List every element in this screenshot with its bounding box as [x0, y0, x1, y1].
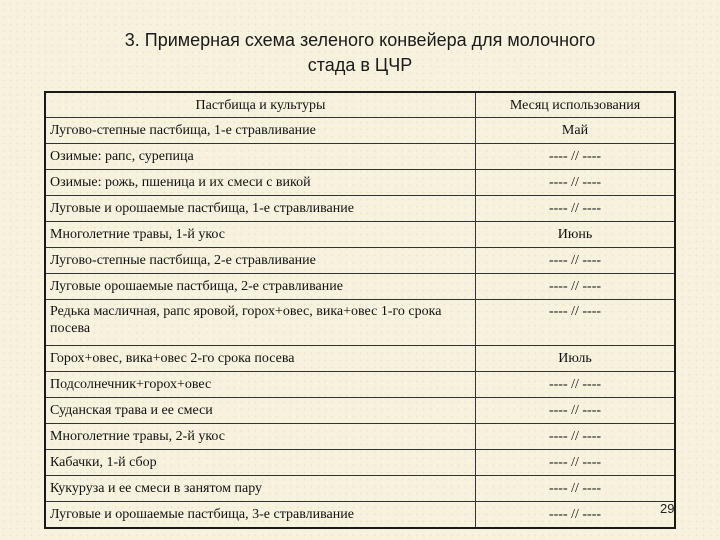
- month-cell: Июнь: [476, 222, 676, 248]
- crop-cell: Озимые: рожь, пшеница и их смеси с викой: [45, 170, 476, 196]
- table-row: [45, 300, 675, 346]
- crop-cell: Многолетние травы, 2-й укос: [45, 424, 476, 450]
- crop-cell: Кукуруза и ее смеси в занятом пару: [45, 476, 476, 502]
- month-cell: ---- // ----: [476, 450, 676, 476]
- table-body: [45, 118, 675, 529]
- crop-cell: Луговые орошаемые пастбища, 2-е стравливание: [45, 274, 476, 300]
- month-cell: ---- // ----: [476, 398, 676, 424]
- page-number: 29: [660, 501, 675, 516]
- table-row: [45, 144, 675, 170]
- table-row: [45, 222, 675, 248]
- table-row: [45, 196, 675, 222]
- slide-title: [0, 28, 720, 78]
- table-header-row: [45, 92, 675, 118]
- crop-cell: Лугово-степные пастбища, 2-е стравливание: [45, 248, 476, 274]
- month-cell: ---- // ----: [476, 300, 676, 346]
- table-row: [45, 450, 675, 476]
- month-cell: ---- // ----: [476, 170, 676, 196]
- table-row: [45, 170, 675, 196]
- crop-cell: Многолетние травы, 1-й укос: [45, 222, 476, 248]
- table-row: [45, 476, 675, 502]
- crop-cell: Кабачки, 1-й сбор: [45, 450, 476, 476]
- month-cell: ---- // ----: [476, 372, 676, 398]
- crop-cell: Луговые и орошаемые пастбища, 3-е стравливание: [45, 502, 476, 529]
- crop-cell: Лугово-степные пастбища, 1-е стравливание: [45, 118, 476, 144]
- crop-cell: Озимые: рапс, сурепица: [45, 144, 476, 170]
- header-crops: Пастбища и культуры: [45, 92, 476, 118]
- table-row: [45, 424, 675, 450]
- month-cell: ---- // ----: [476, 196, 676, 222]
- table-row: [45, 346, 675, 372]
- crop-cell: Подсолнечник+горох+овес: [45, 372, 476, 398]
- month-cell: ---- // ----: [476, 144, 676, 170]
- month-cell: Май: [476, 118, 676, 144]
- month-cell: ---- // ----: [476, 248, 676, 274]
- table-row: [45, 118, 675, 144]
- table-row: [45, 372, 675, 398]
- slide-title-line-2: стада в ЦЧР: [307, 55, 413, 75]
- table-row: [45, 248, 675, 274]
- month-cell: ---- // ----: [476, 274, 676, 300]
- crop-cell: Горох+овес, вика+овес 2-го срока посева: [45, 346, 476, 372]
- month-cell: ---- // ----: [476, 502, 676, 529]
- slide-title-line-1: 3. Примерная схема зеленого конвейера для молочного: [124, 30, 596, 50]
- header-month: Месяц использования: [476, 92, 676, 118]
- table-row: [45, 398, 675, 424]
- crop-cell: Редька масличная, рапс яровой, горох+овес, вика+овес 1-го срока посева: [45, 300, 476, 346]
- green-conveyor-table: [44, 91, 676, 529]
- crop-cell: Суданская трава и ее смеси: [45, 398, 476, 424]
- crop-cell: Луговые и орошаемые пастбища, 1-е стравливание: [45, 196, 476, 222]
- table-row: [45, 502, 675, 529]
- month-cell: ---- // ----: [476, 476, 676, 502]
- table-row: [45, 274, 675, 300]
- month-cell: ---- // ----: [476, 424, 676, 450]
- month-cell: Июль: [476, 346, 676, 372]
